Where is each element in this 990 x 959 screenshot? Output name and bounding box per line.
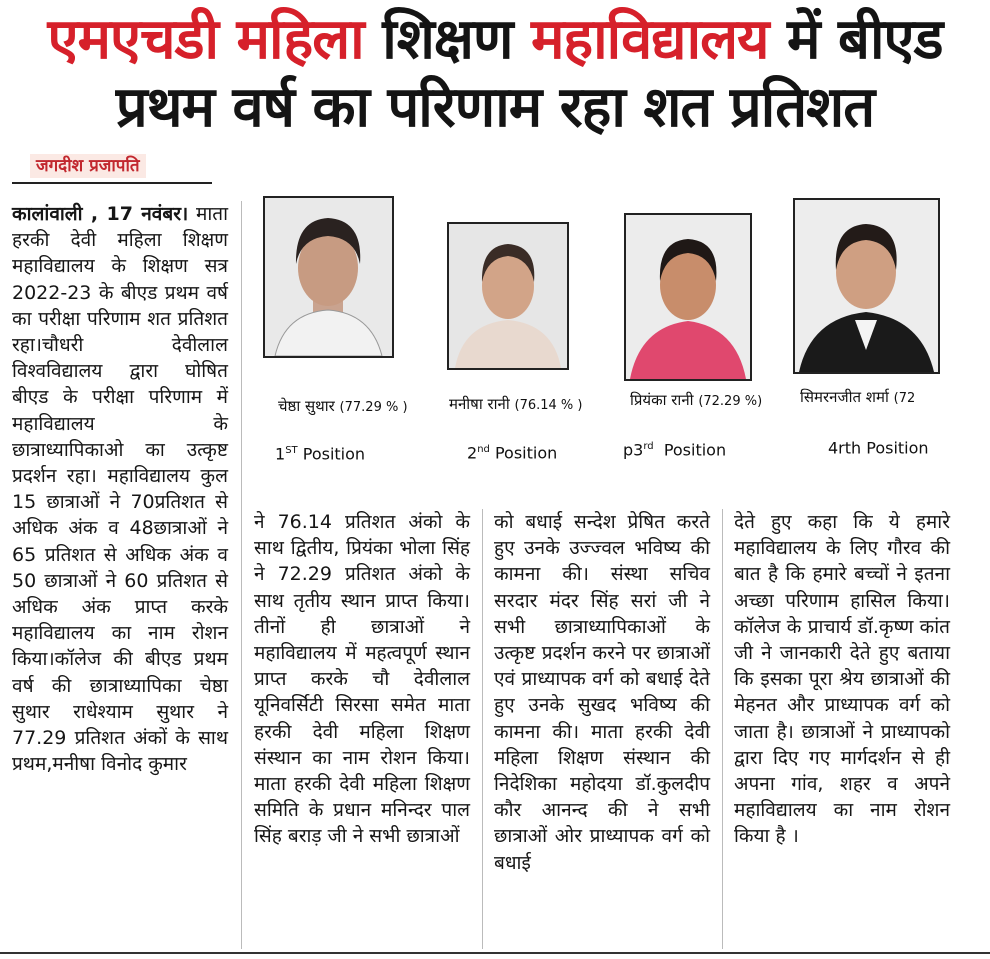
- topper-percent: (72.29 %): [698, 394, 763, 409]
- topper-percent: (72: [893, 391, 916, 406]
- headline-line-2: प्रथम वर्ष का परिणाम रहा शत प्रतिशत: [115, 75, 875, 140]
- position-suffix: nd: [477, 444, 490, 455]
- caption-topper-4: [800, 387, 915, 409]
- position-number: 1: [275, 444, 286, 464]
- topper-name: चेष्ठा सुथार: [278, 397, 335, 415]
- photo-topper-1: [263, 196, 394, 358]
- headline-red-part-b: महाविद्यालय: [530, 7, 769, 72]
- topper-name: प्रियंका रानी: [630, 391, 694, 409]
- article-column-1: [12, 201, 228, 777]
- portrait-icon: [449, 224, 567, 368]
- column-divider: [241, 201, 242, 949]
- column-divider: [482, 509, 483, 949]
- column-1-text: माता हरकी देवी महिला शिक्षण महाविद्यालय के शिक्षण सत्र 2022-23 के बीएड प्रथम वर्ष का परीक्षा परिणाम शत प्रतिशत रहा।चौधरी देवीलाल विश्वविद्यालय द्वारा घोषित बीएड के परीक्षा परिणाम में महाविद्यालय के छात्राध्यापिकाओ का उत्कृष्ट प्रदर्शन रहा। महाविद्यालय कुल 15 छात्राओं ने 70प्रतिशत से अधिक अंक व 48छात्राओं ने 65 प्रतिशत से अधिक अंक व 50 छात्राओं ने 60 प्रतिशत से अधिक अंक प्राप्त करके महाविद्यालय का नाम रोशन किया।कॉलेज की बीएड प्रथम वर्ष की छात्राध्यापिका चेष्ठा सुथार राधेश्याम सुथार ने 77.29 प्रतिशत अंकों के साथ प्रथम,मनीषा विनोद कुमार: [12, 203, 228, 776]
- byline: [12, 152, 212, 184]
- position-suffix: rd: [643, 441, 654, 452]
- photo-topper-2: [447, 222, 569, 370]
- topper-name: मनीषा रानी: [449, 395, 510, 413]
- headline: [0, 6, 990, 142]
- dateline: कालांवाली , 17 नवंबर।: [12, 203, 189, 225]
- column-divider: [722, 509, 723, 949]
- headline-line-1: [0, 6, 990, 74]
- position-suffix: ST: [285, 445, 298, 456]
- position-number: 2: [467, 443, 478, 463]
- article-column-2: ने 76.14 प्रतिशत अंको के साथ द्वितीय, प्रियंका भोला सिंह ने 72.29 प्रतिशत अंको के साथ तृतीय स्थान प्राप्त किया। तीनों ही छात्राओं ने महाविद्यालय में महत्वपूर्ण स्थान प्राप्त करके चौ देवीलाल यूनिवर्सिटी सिरसा समेत माता हरकी देवी महिला शिक्षण संस्थान का नाम रोशन किया। माता हरकी देवी महिला शिक्षण समिति के प्रधान मनिन्दर पाल सिंह बराड़ जी ने सभी छात्राओं: [254, 511, 470, 848]
- photo-topper-4: [793, 198, 940, 374]
- position-word: Position: [297, 444, 366, 464]
- caption-topper-3: [630, 390, 762, 412]
- headline-black-part-a: शिक्षण: [382, 7, 513, 72]
- headline-black-part-b: में बीएड: [787, 7, 943, 72]
- topper-percent: (76.14 % ): [514, 398, 583, 413]
- portrait-icon: [795, 200, 938, 372]
- portrait-icon: [265, 198, 392, 356]
- position-label-3: [623, 437, 726, 460]
- caption-topper-1: [278, 396, 408, 418]
- portrait-icon: [626, 215, 750, 379]
- photo-topper-3: [624, 213, 752, 381]
- position-word: Position: [653, 440, 727, 460]
- position-label-4: [828, 435, 929, 458]
- article-column-3: को बधाई सन्देश प्रेषित करते हुए उनके उज्ज्वल भविष्य की कामना की। संस्था सचिव सरदार मंदर सिंह सरां जी ने सभी छात्राध्यापिकाओं के उत्कृष्ट प्रदर्शन करने पर छात्राओं एवं प्राध्यापक वर्ग को बधाई देते हुए उनके सुखद भविष्य की कामना की। माता हरकी देवी महिला शिक्षण संस्थान की निदेशिका महोदया डॉ.कुलदीप कौर आनन्द की ने सभी छात्राओं ओर प्राध्यापक वर्ग को बधाई: [494, 511, 710, 874]
- bottom-rule: [0, 952, 990, 954]
- headline-red-part-a: एमएचडी महिला: [47, 7, 364, 72]
- topper-name: सिमरनजीत शर्मा: [800, 388, 889, 406]
- topper-percent: (77.29 % ): [339, 400, 408, 415]
- position-label-1: [275, 441, 365, 464]
- position-word: Position: [489, 443, 558, 463]
- article-column-4: देते हुए कहा कि ये हमारे महाविद्यालय के लिए गौरव की बात है कि हमारे बच्चों ने इतना अच्छा परिणाम हासिल किया। कॉलेज के प्राचार्य डॉ.कृष्ण कांत जी ने जानकारी देते हुए बताया कि इसका पूरा श्रेय छात्राओं की मेहनत और प्राध्यापक वर्ग को जाता है। छात्राओं ने प्राध्यापको द्वारा दिए गए मार्गदर्शन से ही अपना गांव, शहर व अपने महाविद्यालय का नाम रोशन किया है ।: [734, 511, 950, 848]
- caption-topper-2: [449, 394, 583, 416]
- position-number: 4rth Position: [828, 438, 929, 458]
- position-label-2: [467, 440, 557, 463]
- byline-author: जगदीश प्रजापति: [30, 154, 146, 178]
- position-number: p3: [623, 440, 644, 460]
